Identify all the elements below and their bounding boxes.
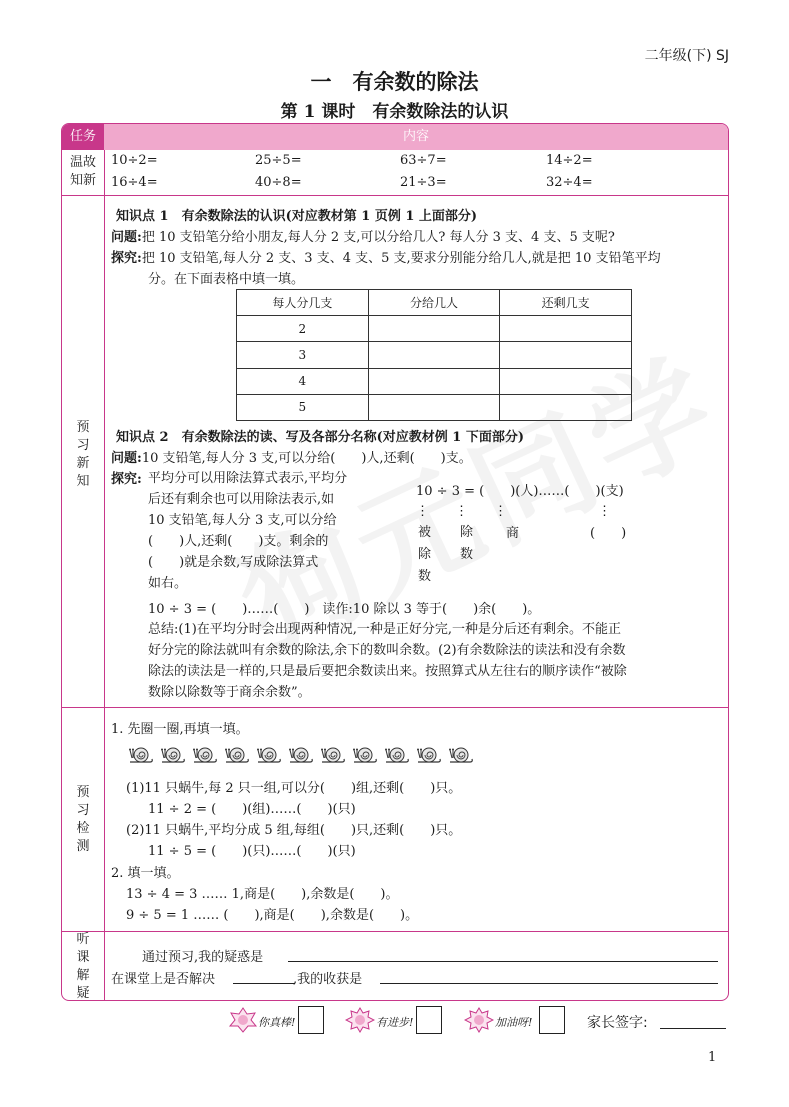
review-item: 63÷7= — [400, 153, 447, 168]
stamp-label: 有进步! — [376, 1016, 414, 1029]
snail-icon[interactable] — [384, 745, 410, 765]
snail-icon[interactable] — [416, 745, 442, 765]
check-q2-a: 13 ÷ 4 = 3 …… 1,商是( ),余数是( )。 — [126, 887, 399, 902]
review-item: 14÷2= — [546, 153, 593, 168]
row-divider — [62, 195, 728, 196]
division-formula: 10 ÷ 3 = ( )(人)……( )(支) — [416, 484, 624, 499]
doubt-input-line[interactable] — [288, 961, 718, 962]
answer-cell[interactable] — [500, 368, 632, 394]
chapter-title: 一 有余数的除法 — [310, 69, 479, 94]
snail-icon[interactable] — [352, 745, 378, 765]
section-label-listen: 听 课 解 疑 — [76, 932, 90, 1001]
header-content: 内容 — [402, 129, 429, 144]
part-remainder: ( ) — [590, 526, 627, 541]
snail-icon[interactable] — [256, 745, 282, 765]
listen-line-2b: ,我的收获是 — [293, 972, 363, 987]
check-q1-b-formula: 11 ÷ 5 = ( )(只)……( )(只) — [148, 844, 356, 859]
table-row: 3 — [237, 342, 632, 368]
snail-icon[interactable] — [192, 745, 218, 765]
kp2-summary: 总结:(1)在平均分时会出现两种情况,一种是正好分完,一种是分后还有剩余。不能正 好分完的除法就叫有余数的除法,余下的数叫余数。(2)有余数除法的读法和没有余数 除法的读法是一样的,只是最后要把余数读出来。按照算式从左往右的顺序读作“被除 数除以除数等于商余余数”。 — [148, 622, 627, 700]
snail-row — [128, 745, 480, 769]
table-row: 2 — [237, 316, 632, 342]
answer-cell[interactable] — [500, 394, 632, 420]
answer-cell[interactable] — [500, 342, 632, 368]
answer-cell[interactable] — [368, 316, 500, 342]
flower-badge-icon — [464, 1007, 494, 1033]
parent-sign-line[interactable] — [660, 1028, 726, 1029]
check-q1-a: (1)11 只蜗牛,每 2 只一组,可以分( )组,还剩( )只。 — [126, 781, 462, 796]
table-row: 5 — [237, 394, 632, 420]
snail-icon[interactable] — [160, 745, 186, 765]
row-divider — [62, 707, 728, 708]
check-q1-a-formula: 11 ÷ 2 = ( )(组)……( )(只) — [148, 802, 356, 817]
snail-icon[interactable] — [128, 745, 154, 765]
page-number: 1 — [708, 1050, 717, 1065]
header-task: 任务 — [62, 124, 104, 150]
kp1-explore-2: 分。在下面表格中填一填。 — [148, 272, 305, 287]
answer-cell[interactable] — [368, 394, 500, 420]
section-label-preview: 预 习 新 知 — [76, 420, 90, 489]
review-item: 32÷4= — [546, 175, 593, 190]
check-q2-b: 9 ÷ 5 = 1 …… ( ),商是( ),余数是( )。 — [126, 908, 419, 923]
star-badge-icon — [228, 1007, 258, 1033]
answer-cell[interactable] — [368, 342, 500, 368]
kp2-explore-label: 探究: — [111, 472, 142, 487]
review-item: 16÷4= — [111, 175, 158, 190]
lesson-title: 第 1 课时 有余数除法的认识 — [280, 102, 509, 122]
row-divider — [62, 931, 728, 932]
kp1-explore: 探究:把 10 支铅笔,每人分 2 支、3 支、4 支、5 支,要求分别能分给几人,就是把 10 支铅笔平均 — [111, 251, 661, 266]
table-header-cell: 每人分几支 — [237, 290, 369, 316]
sun-badge-icon — [345, 1007, 375, 1033]
snail-icon[interactable] — [320, 745, 346, 765]
gain-input-line[interactable] — [380, 983, 718, 984]
kp1-title: 知识点 1 有余数除法的认识(对应教材第 1 页例 1 上面部分) — [116, 209, 478, 224]
solved-input-line[interactable] — [233, 983, 295, 984]
listen-line-2a: 在课堂上是否解决 — [111, 972, 216, 987]
table-header-cell: 分给几人 — [368, 290, 500, 316]
part-dividend: 被 除 数 — [418, 525, 432, 584]
kp2-explore-text: 平均分可以用除法算式表示,平均分 后还有剩余也可以用除法表示,如 10 支铅笔,每人分 3 支,可以分给 ( )人,还剩( )支。剩余的 ( )就是余数,写成除法算式 如右。 — [148, 471, 348, 591]
parent-sign-label: 家长签字: — [587, 1015, 648, 1031]
table-row: 4 — [237, 368, 632, 394]
listen-line-1: 通过预习,我的疑惑是 — [142, 950, 264, 965]
section-label-review: 温故 知新 — [69, 155, 96, 188]
snail-icon[interactable] — [448, 745, 474, 765]
kp2-question: 问题:10 支铅笔,每人分 3 支,可以分给( )人,还剩( )支。 — [111, 451, 472, 466]
check-q2-title: 2. 填一填。 — [111, 866, 180, 881]
check-q1-title: 1. 先圈一圈,再填一填。 — [111, 722, 249, 737]
review-item: 40÷8= — [255, 175, 302, 190]
stamp-label: 你真棒! — [258, 1016, 296, 1029]
grade-box[interactable] — [539, 1006, 565, 1034]
grade-box[interactable] — [298, 1006, 324, 1034]
part-divisor: 除 数 — [460, 525, 474, 562]
part-quotient: 商 — [506, 526, 520, 541]
grade-box[interactable] — [416, 1006, 442, 1034]
snail-icon[interactable] — [224, 745, 250, 765]
division-dots: ⋮ ⋮ ⋮ ⋮ — [416, 504, 612, 519]
check-q1-b: (2)11 只蜗牛,平均分成 5 组,每组( )只,还剩( )只。 — [126, 823, 462, 838]
table-header — [62, 124, 728, 150]
column-divider — [104, 150, 105, 1000]
review-item: 25÷5= — [255, 153, 302, 168]
answer-cell[interactable] — [500, 316, 632, 342]
snail-icon[interactable] — [288, 745, 314, 765]
review-item: 21÷3= — [400, 175, 447, 190]
answer-cell[interactable] — [368, 368, 500, 394]
division-reading: 10 ÷ 3 = ( )……( ) 读作:10 除以 3 等于( )余( )。 — [148, 602, 541, 617]
kp1-question: 问题:把 10 支铅笔分给小朋友,每人分 2 支,可以分给几人? 每人分 3 支、4 支、5 支呢? — [111, 230, 615, 245]
section-label-check: 预 习 检 测 — [76, 785, 90, 854]
fill-table — [236, 289, 632, 421]
review-item: 10÷2= — [111, 153, 158, 168]
kp2-title: 知识点 2 有余数除法的读、写及各部分名称(对应教材例 1 下面部分) — [116, 430, 524, 445]
stamp-label: 加油呀! — [495, 1016, 533, 1029]
grade-label: 二年级(下) SJ — [644, 48, 729, 64]
table-header-cell: 还剩几支 — [500, 290, 632, 316]
